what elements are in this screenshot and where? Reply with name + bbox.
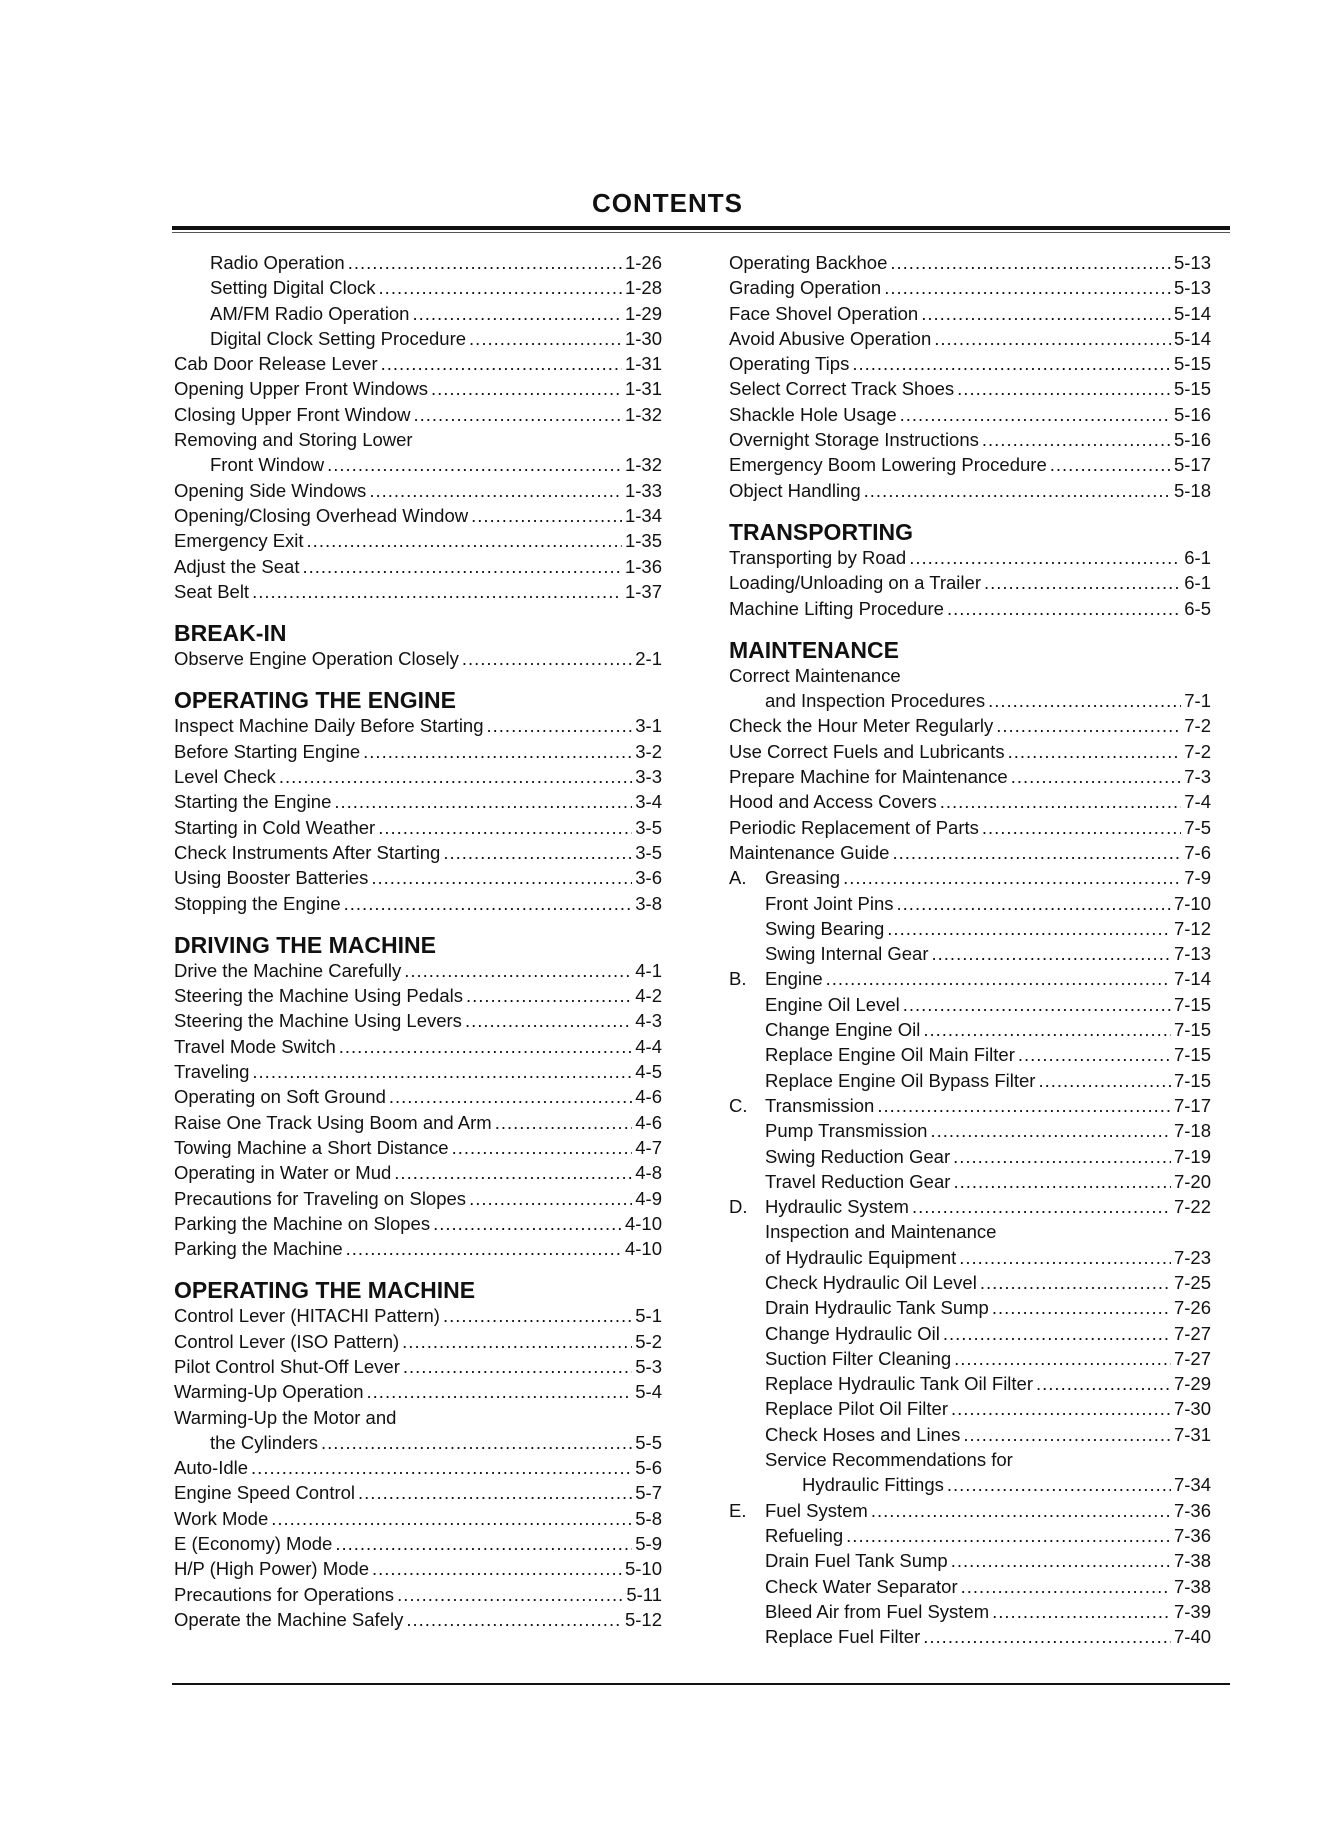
toc-entry-label: Warming-Up the Motor and <box>174 1406 397 1428</box>
toc-entry[interactable]: Emergency Exit ..... 1-35 <box>174 528 662 553</box>
toc-entry[interactable]: Closing Upper Front Window ..... 1-32 <box>174 402 662 427</box>
toc-entry[interactable]: Replace Engine Oil Main Filter ..... 7-15 <box>729 1042 1211 1067</box>
toc-entry[interactable]: Raise One Track Using Boom and Arm ..... 4-6 <box>174 1110 662 1135</box>
toc-entry[interactable]: Adjust the Seat ..... 1-36 <box>174 554 662 579</box>
toc-entry[interactable]: Stopping the Engine ..... 3-8 <box>174 891 662 916</box>
toc-entry[interactable]: Check Instruments After Starting ..... 3-5 <box>174 840 662 865</box>
toc-entry[interactable]: Opening Upper Front Windows ..... 1-31 <box>174 376 662 401</box>
toc-entry[interactable]: Maintenance Guide ..... 7-6 <box>729 840 1211 865</box>
toc-entry[interactable]: Pilot Control Shut-Off Lever ..... 5-3 <box>174 1354 662 1379</box>
toc-entry[interactable]: Cab Door Release Lever ..... 1-31 <box>174 351 662 376</box>
toc-entry[interactable]: of Hydraulic Equipment ..... 7-23 <box>729 1245 1211 1270</box>
toc-entry[interactable]: Steering the Machine Using Pedals ..... 4-2 <box>174 983 662 1008</box>
toc-entry[interactable]: Before Starting Engine ..... 3-2 <box>174 739 662 764</box>
toc-entry[interactable]: Control Lever (HITACHI Pattern) ..... 5-1 <box>174 1303 662 1328</box>
toc-entry[interactable]: Replace Hydraulic Tank Oil Filter ..... 7-29 <box>729 1371 1211 1396</box>
toc-entry[interactable]: D. Hydraulic System ..... 7-22 <box>729 1194 1211 1219</box>
toc-entry[interactable]: Drain Fuel Tank Sump ..... 7-38 <box>729 1548 1211 1573</box>
toc-entry[interactable]: Grading Operation ..... 5-13 <box>729 275 1211 300</box>
toc-entry[interactable]: Hydraulic Fittings ..... 7-34 <box>729 1472 1211 1497</box>
toc-entry[interactable]: Object Handling ..... 5-18 <box>729 478 1211 503</box>
toc-entry[interactable]: Parking the Machine ..... 4-10 <box>174 1236 662 1261</box>
toc-entry[interactable]: Hood and Access Covers ..... 7-4 <box>729 789 1211 814</box>
toc-entry[interactable]: Engine Oil Level ..... 7-15 <box>729 992 1211 1017</box>
toc-entry[interactable]: Steering the Machine Using Levers ..... 4-3 <box>174 1008 662 1033</box>
toc-entry[interactable]: Use Correct Fuels and Lubricants ..... 7-2 <box>729 739 1211 764</box>
toc-entry-label: Inspection and Maintenance <box>765 1221 997 1243</box>
page-title: CONTENTS <box>592 188 743 218</box>
toc-entry[interactable]: E (Economy) Mode ..... 5-9 <box>174 1531 662 1556</box>
toc-entry[interactable]: Observe Engine Operation Closely ..... 2-1 <box>174 646 662 671</box>
toc-entry[interactable]: Face Shovel Operation ..... 5-14 <box>729 301 1211 326</box>
toc-entry[interactable]: Drive the Machine Carefully ..... 4-1 <box>174 958 662 983</box>
toc-entry[interactable]: B. Engine ..... 7-14 <box>729 966 1211 991</box>
toc-entry[interactable]: Machine Lifting Procedure ..... 6-5 <box>729 596 1211 621</box>
right-column <box>729 250 1211 1649</box>
toc-entry[interactable]: Replace Pilot Oil Filter ..... 7-30 <box>729 1396 1211 1421</box>
toc-entry[interactable]: Select Correct Track Shoes ..... 5-15 <box>729 376 1211 401</box>
toc-entry[interactable]: Work Mode ..... 5-8 <box>174 1506 662 1531</box>
section-heading-transporting: TRANSPORTING <box>729 518 913 545</box>
toc-entry[interactable]: Suction Filter Cleaning ..... 7-27 <box>729 1346 1211 1371</box>
toc-entry[interactable]: Operating Backhoe ..... 5-13 <box>729 250 1211 275</box>
toc-entry[interactable]: Periodic Replacement of Parts ..... 7-5 <box>729 815 1211 840</box>
toc-entry[interactable]: H/P (High Power) Mode ..... 5-10 <box>174 1556 662 1581</box>
toc-entry[interactable]: Opening Side Windows ..... 1-33 <box>174 478 662 503</box>
toc-entry[interactable]: Check the Hour Meter Regularly ..... 7-2 <box>729 713 1211 738</box>
toc-entry[interactable]: C. Transmission ..... 7-17 <box>729 1093 1211 1118</box>
toc-entry[interactable]: Replace Fuel Filter ..... 7-40 <box>729 1624 1211 1649</box>
section-heading-operating-machine: OPERATING THE MACHINE <box>174 1277 476 1304</box>
toc-entry[interactable]: Operating Tips ..... 5-15 <box>729 351 1211 376</box>
toc-entry[interactable]: Refueling ..... 7-36 <box>729 1523 1211 1548</box>
toc-entry[interactable]: Shackle Hole Usage ..... 5-16 <box>729 402 1211 427</box>
toc-entry[interactable]: Pump Transmission ..... 7-18 <box>729 1118 1211 1143</box>
toc-entry[interactable]: AM/FM Radio Operation ..... 1-29 <box>174 301 662 326</box>
toc-entry[interactable]: Digital Clock Setting Procedure ..... 1-30 <box>174 326 662 351</box>
toc-entry[interactable]: Check Water Separator ..... 7-38 <box>729 1574 1211 1599</box>
left-column <box>174 250 662 1632</box>
toc-entry-label: Service Recommendations for <box>765 1449 1013 1471</box>
toc-entry[interactable]: Warming-Up Operation ..... 5-4 <box>174 1379 662 1404</box>
toc-entry[interactable]: Radio Operation ..... 1-26 <box>174 250 662 275</box>
section-heading-operating-engine: OPERATING THE ENGINE <box>174 687 456 714</box>
toc-entry[interactable]: Precautions for Traveling on Slopes ..... 4-9 <box>174 1186 662 1211</box>
toc-entry[interactable]: Emergency Boom Lowering Procedure ..... 5-17 <box>729 452 1211 477</box>
toc-entry[interactable]: Bleed Air from Fuel System ..... 7-39 <box>729 1599 1211 1624</box>
toc-entry[interactable]: Traveling ..... 4-5 <box>174 1059 662 1084</box>
toc-entry[interactable]: E. Fuel System ..... 7-36 <box>729 1498 1211 1523</box>
section-heading-maintenance: MAINTENANCE <box>729 636 899 663</box>
toc-entry[interactable]: Auto-Idle ..... 5-6 <box>174 1455 662 1480</box>
toc-entry[interactable]: Swing Internal Gear ..... 7-13 <box>729 941 1211 966</box>
toc-entry[interactable]: Inspect Machine Daily Before Starting ..... 3-1 <box>174 713 662 738</box>
toc-entry[interactable]: Transporting by Road ..... 6-1 <box>729 545 1211 570</box>
toc-entry[interactable]: Drain Hydraulic Tank Sump ..... 7-26 <box>729 1295 1211 1320</box>
toc-entry[interactable]: Level Check ..... 3-3 <box>174 764 662 789</box>
toc-entry[interactable]: Replace Engine Oil Bypass Filter ..... 7-15 <box>729 1068 1211 1093</box>
toc-entry[interactable]: Avoid Abusive Operation ..... 5-14 <box>729 326 1211 351</box>
toc-entry[interactable]: Control Lever (ISO Pattern) ..... 5-2 <box>174 1329 662 1354</box>
toc-entry[interactable]: Parking the Machine on Slopes ..... 4-10 <box>174 1211 662 1236</box>
title-rule <box>172 226 1230 230</box>
toc-entry[interactable]: and Inspection Procedures ..... 7-1 <box>729 688 1211 713</box>
toc-entry[interactable]: Precautions for Operations ..... 5-11 <box>174 1582 662 1607</box>
toc-entry[interactable]: Opening/Closing Overhead Window ..... 1-34 <box>174 503 662 528</box>
toc-entry[interactable]: Prepare Machine for Maintenance ..... 7-3 <box>729 764 1211 789</box>
toc-entry[interactable]: Overnight Storage Instructions ..... 5-16 <box>729 427 1211 452</box>
toc-entry-label: Correct Maintenance <box>729 664 901 686</box>
toc-entry[interactable]: Seat Belt ..... 1-37 <box>174 579 662 604</box>
toc-entry[interactable]: Front Window ..... 1-32 <box>174 452 662 477</box>
toc-entry[interactable]: Change Hydraulic Oil ..... 7-27 <box>729 1321 1211 1346</box>
toc-entry-label: Removing and Storing Lower <box>174 429 413 451</box>
toc-entry[interactable]: Operating in Water or Mud ..... 4-8 <box>174 1160 662 1185</box>
toc-entry[interactable]: Starting the Engine ..... 3-4 <box>174 789 662 814</box>
toc-entry[interactable]: the Cylinders ..... 5-5 <box>174 1430 662 1455</box>
toc-entry[interactable]: Towing Machine a Short Distance ..... 4-7 <box>174 1135 662 1160</box>
section-heading-driving: DRIVING THE MACHINE <box>174 931 436 958</box>
toc-entry[interactable]: Operate the Machine Safely ..... 5-12 <box>174 1607 662 1632</box>
bottom-rule <box>172 1683 1230 1685</box>
toc-entry[interactable]: Front Joint Pins ..... 7-10 <box>729 891 1211 916</box>
toc-entry[interactable]: Setting Digital Clock ..... 1-28 <box>174 275 662 300</box>
toc-entry[interactable]: Loading/Unloading on a Trailer ..... 6-1 <box>729 570 1211 595</box>
toc-entry[interactable]: Change Engine Oil ..... 7-15 <box>729 1017 1211 1042</box>
toc-entry[interactable]: A. Greasing ..... 7-9 <box>729 865 1211 890</box>
toc-entry[interactable]: Check Hydraulic Oil Level ..... 7-25 <box>729 1270 1211 1295</box>
toc-entry[interactable]: Starting in Cold Weather ..... 3-5 <box>174 815 662 840</box>
title-rule-thin <box>172 232 1230 233</box>
section-heading-break-in: BREAK-IN <box>174 620 287 647</box>
toc-entry[interactable]: Travel Reduction Gear ..... 7-20 <box>729 1169 1211 1194</box>
toc-entry[interactable]: Check Hoses and Lines ..... 7-31 <box>729 1422 1211 1447</box>
toc-entry[interactable]: Swing Reduction Gear ..... 7-19 <box>729 1144 1211 1169</box>
toc-entry[interactable]: Swing Bearing ..... 7-12 <box>729 916 1211 941</box>
toc-entry[interactable]: Using Booster Batteries ..... 3-6 <box>174 865 662 890</box>
toc-entry[interactable]: Operating on Soft Ground ..... 4-6 <box>174 1084 662 1109</box>
toc-entry[interactable]: Travel Mode Switch ..... 4-4 <box>174 1034 662 1059</box>
toc-entry[interactable]: Engine Speed Control ..... 5-7 <box>174 1480 662 1505</box>
